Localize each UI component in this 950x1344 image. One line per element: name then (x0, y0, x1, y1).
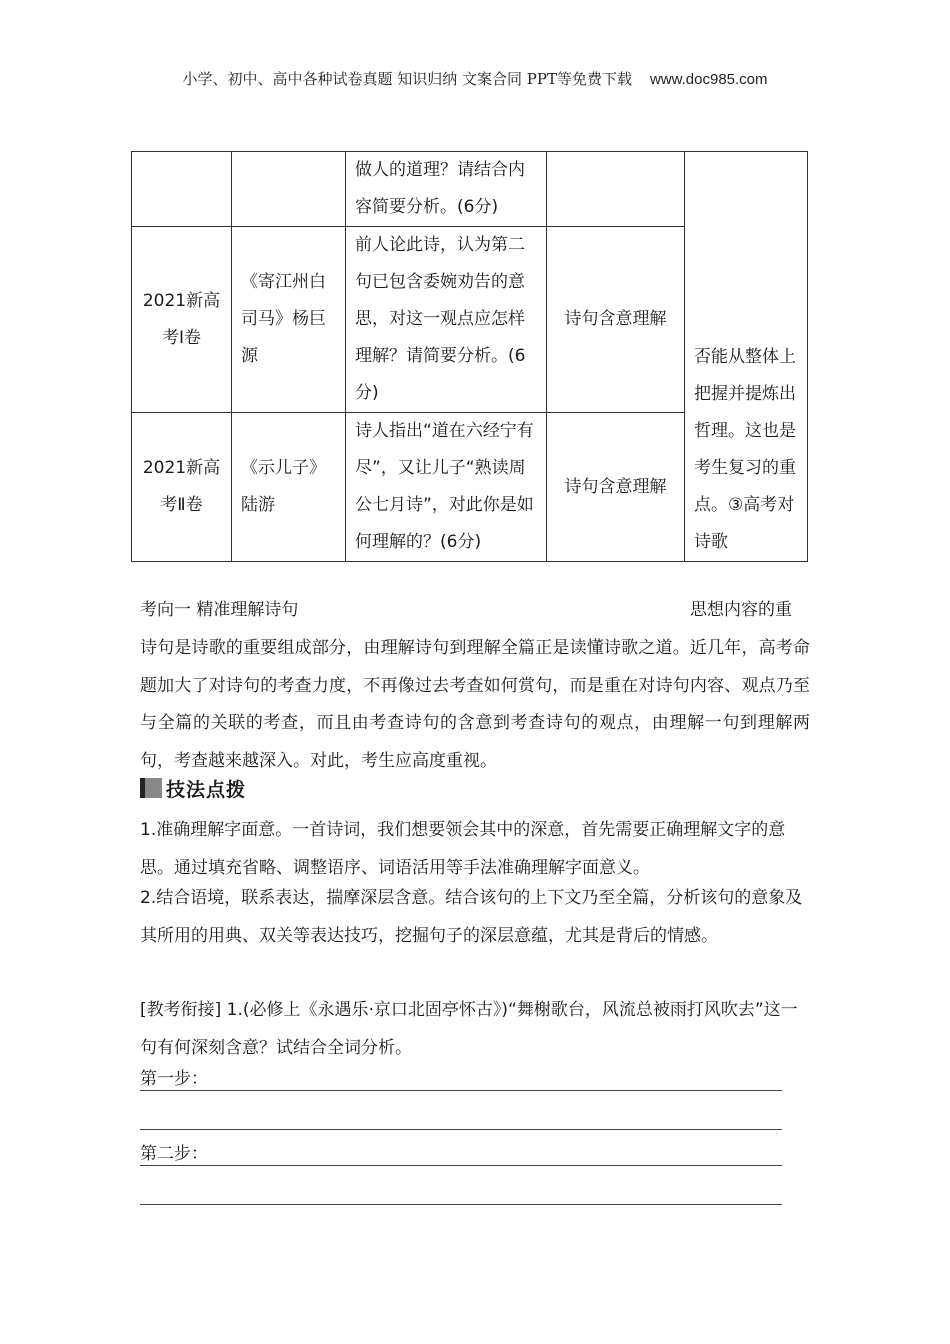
intro-paragraph: 诗句是诗歌的重要组成部分，由理解诗句到理解全篇正是读懂诗歌之道。近几年，高考命题加大了对诗句的考查力度，不再像过去考查如何赏句，而是重在对诗句内容、观点乃至与全篇的关联的考查，而且由考查诗句的含意到考查诗句的观点，由理解一句到理解两句，考查越来越深入。对此，考生应高度重视。 (140, 638, 810, 771)
section-heading (140, 592, 810, 630)
note-cell: 否能从整体上把握并提炼出哲理。这也是考生复习的重点。③高考对诗歌 (685, 152, 808, 562)
note-continued: 思想内容的重 (690, 600, 792, 620)
method-point-1: 1.准确理解字面意。一首诗词，我们想要领会其中的深意，首先需要正确理解文字的意思。通过填充省略、调整语序、词语活用等手法准确理解字面意义。 (140, 820, 786, 878)
point-cell: 诗句含意理解 (547, 413, 685, 562)
point-cell: 诗句含意理解 (547, 227, 685, 413)
step1-label: 第一步： (140, 1069, 208, 1089)
header-url[interactable]: www.doc985.com (649, 71, 768, 88)
exam-cell: 2021新高考Ⅰ卷 (132, 227, 232, 413)
method-heading (140, 775, 246, 801)
table-row (132, 152, 808, 227)
bookmark-icon (140, 778, 162, 798)
answer-line[interactable] (140, 1182, 782, 1205)
method-title: 技法点拨 (166, 778, 247, 801)
question-cell: 前人论此诗，认为第二句已包含委婉劝告的意思，对这一观点应怎样理解？请简要分析。(6分) (346, 227, 547, 413)
exam-cell: 2021新高考Ⅱ卷 (132, 413, 232, 562)
question-cell: 做人的道理？请结合内容简要分析。(6分) (346, 152, 547, 227)
answer-line-step2[interactable] (140, 1143, 782, 1166)
answer-line[interactable] (140, 1107, 782, 1130)
step2-label: 第二步： (140, 1144, 208, 1164)
method-point-2: 2.结合语境，联系表达，揣摩深层含意。结合该句的上下文乃至全篇，分析该句的意象及其所用的用典、双关等表达技巧，挖掘句子的深层意蕴，尤其是背后的情感。 (140, 888, 803, 946)
header-text: 小学、初中、高中各种试卷真题 知识归纳 文案合同 PPT等免费下载 (182, 70, 632, 88)
source-cell: 《寄江州白司马》杨巨源 (232, 227, 346, 413)
source-cell: 《示儿子》陆游 (232, 413, 346, 562)
answer-line-step1[interactable] (140, 1068, 782, 1091)
page-header (0, 68, 950, 89)
question-cell: 诗人指出“道在六经宁有尽”，又让儿子“熟读周公七月诗”，对此你是如何理解的？(6分) (346, 413, 547, 562)
section-label: 考向一 精准理解诗句 (140, 600, 299, 620)
exercise-question: [教考衔接] 1.(必修上《永遇乐·京口北固亭怀古》)“舞榭歌台，风流总被雨打风吹去”这一句有何深刻含意？试结合全词分析。 (140, 1000, 798, 1058)
exam-table (131, 151, 808, 562)
